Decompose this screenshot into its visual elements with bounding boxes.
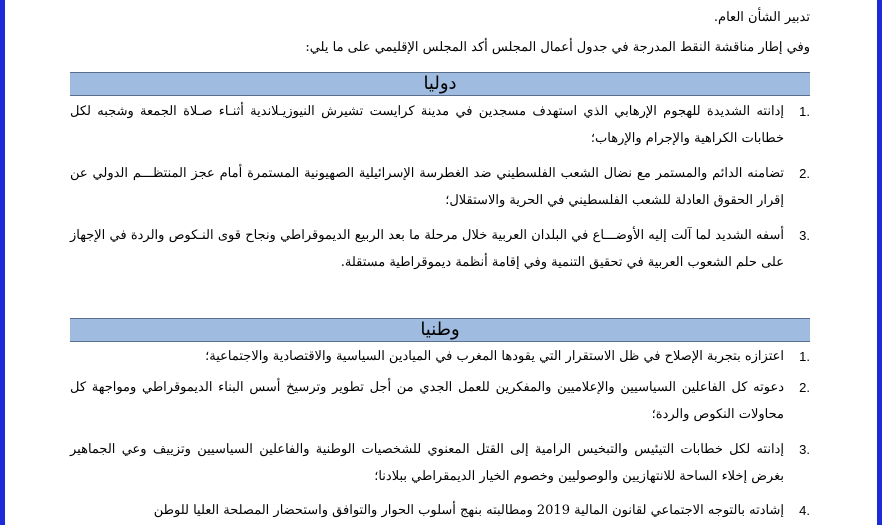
list-item-text: دعوته كل الفاعلين السياسيين والإعلاميين والمفكرين للعمل الجدي من أجل تطوير وترسيخ أسس البناء الديموقراطي ومواجهة كل محاولات النكوص والردة؛ (70, 380, 784, 422)
page-border-right (877, 0, 882, 525)
list-item-number: 1. (799, 349, 810, 364)
list-item-text: إدانته لكل خطابات التيئيس والتبخيس الرامية إلى القتل المعنوي للشخصيات الوطنية والفاعلين السياسيين وتزييف وعي الجماهير بغرض إخلاء الساحة للانتهازيين والوصوليين وخصوم الخيار الديمقراطي ببلادنا؛ (70, 442, 784, 484)
list-item (70, 374, 810, 428)
section-header-national: وطنيا (70, 318, 810, 342)
list-item-number: 1. (799, 104, 810, 119)
list-item (70, 436, 810, 490)
list-item-number: 2. (799, 166, 810, 181)
list-item (70, 160, 810, 214)
list-item-text: أسفه الشديد لما آلت إليه الأوضـــاع في البلدان العربية خلال مرحلة ما بعد الربيع الديموقراطي ونجاح قوى النـكوص والردة في الإجهاز على حلم الشعوب العربية في تحقيق التنمية وفي إقامة أنظمة ديموقراطية مستقلة. (70, 228, 784, 270)
list-item-text: إدانته الشديدة للهجوم الإرهابي الذي استهدف مسجدين في مدينة كرايست تشيرش النيوزيـلاندية أثنـاء صـلاة الجمعة وشجبه لكل خطابات الكراهية والإجرام والإرهاب؛ (70, 104, 784, 146)
list-item (70, 343, 810, 370)
intro-line-2: وفي إطار مناقشة النقط المدرجة في جدول أعمال المجلس أكد المجلس الإقليمي على ما يلي: (305, 40, 810, 55)
list-item-number: 2. (799, 380, 810, 395)
intro-line-1: تدبير الشأن العام. (713, 10, 810, 25)
page-border-left (0, 0, 5, 525)
list-item-text: إشادته بالتوجه الاجتماعي لقانون المالية 2019 ومطالبته بنهج أسلوب الحوار والتوافق واستحضار المصلحة العليا للوطن (153, 503, 784, 518)
list-item-text: تضامنه الدائم والمستمر مع نضال الشعب الفلسطيني ضد الغطرسة الإسرائيلية الصهيونية المستمرة أمام عجز المنتظـــم الدولي عن إقرار الحقوق العادلة للشعب الفلسطيني في الحرية والاستقلال؛ (70, 166, 784, 208)
list-item-text: اعتزازه بتجربة الإصلاح في ظل الاستقرار التي يقودها المغرب في الميادين السياسية والاقتصادية والاجتماعية؛ (205, 349, 784, 364)
section-header-international: دوليا (70, 72, 810, 96)
list-item (70, 98, 810, 152)
list-item (70, 497, 810, 524)
list-item-number: 3. (799, 442, 810, 457)
list-item-number: 3. (799, 228, 810, 243)
list-item-number: 4. (799, 503, 810, 518)
list-item (70, 222, 810, 276)
